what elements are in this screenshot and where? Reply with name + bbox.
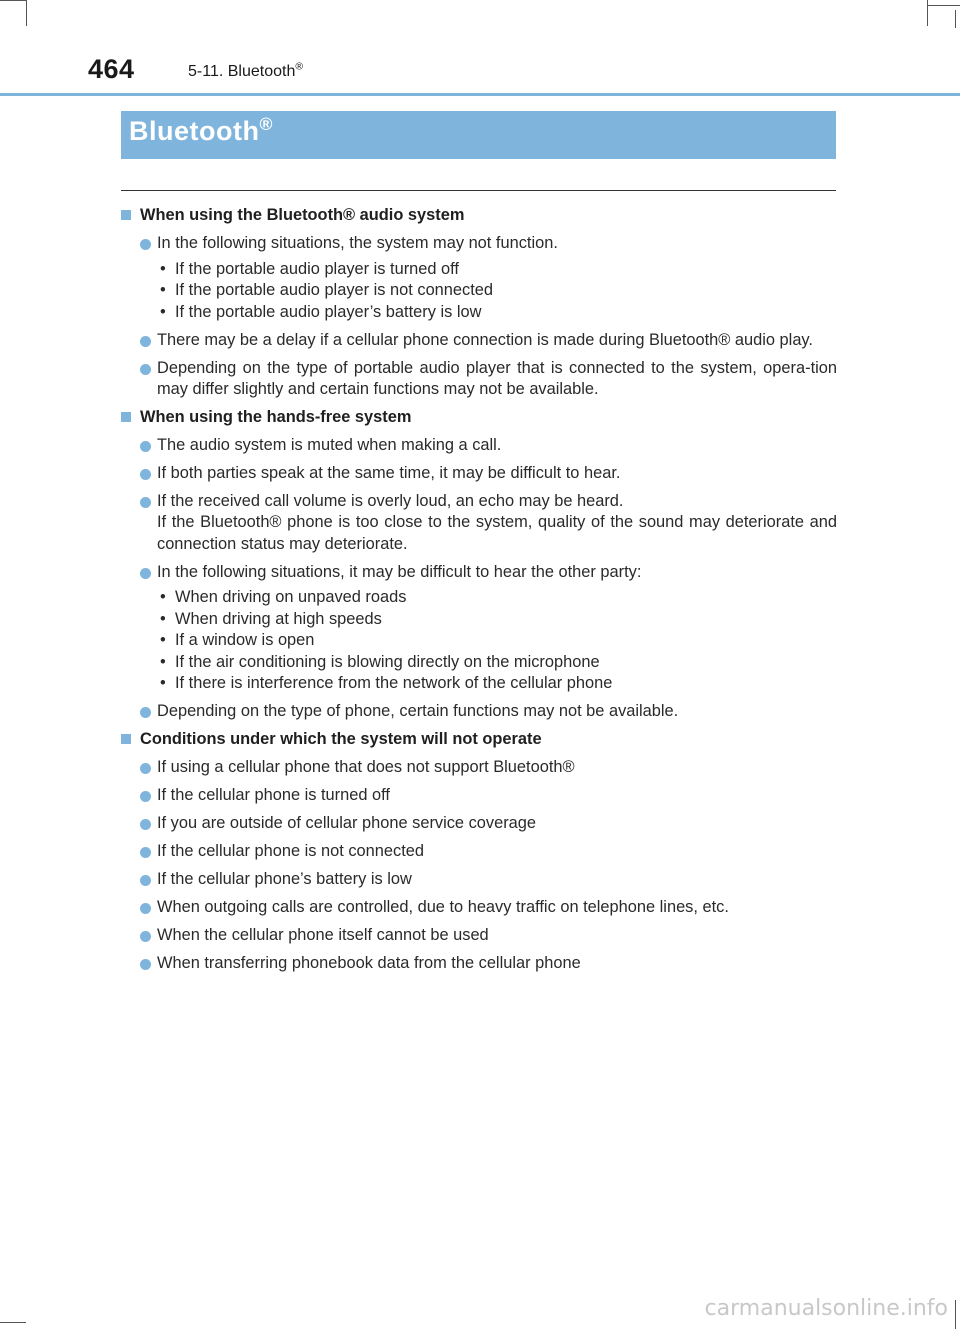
sub-list-item <box>157 259 837 281</box>
registered-mark: ® <box>259 114 273 134</box>
square-bullet-icon <box>121 734 131 744</box>
small-bullet-icon: • <box>160 259 166 278</box>
section-title <box>129 116 273 147</box>
small-bullet-icon: • <box>160 631 166 649</box>
page-header <box>0 0 960 98</box>
crop-mark <box>955 1300 956 1329</box>
circle-bullet-icon <box>140 239 151 250</box>
square-bullet-icon <box>121 210 131 220</box>
section-title-label: Bluetooth <box>129 116 260 146</box>
bullet-text: In the following situations, it may be difficult to hear the other party: <box>157 562 642 581</box>
bullet-text: Depending on the type of phone, certain functions may not be available. <box>157 702 679 720</box>
bullet-item <box>121 562 837 584</box>
sub-list-item <box>157 609 837 631</box>
circle-bullet-icon <box>140 847 151 858</box>
bullet-item <box>121 785 837 807</box>
circle-bullet-icon <box>140 364 151 375</box>
bullet-item <box>121 869 837 891</box>
circle-bullet-icon <box>140 707 151 718</box>
bullet-text: There may be a delay if a cellular phone connection is made during Bluetooth® audio play. <box>157 330 813 349</box>
bullet-text: If the cellular phone is not connected <box>157 841 424 860</box>
content-divider <box>121 190 836 191</box>
circle-bullet-icon <box>140 763 151 774</box>
circle-bullet-icon <box>140 903 151 914</box>
bullet-item <box>121 463 837 485</box>
sub-list-text: If there is interference from the network of the cellular phone <box>175 674 613 692</box>
crop-mark <box>0 1322 26 1323</box>
section-heading-text: When using the Bluetooth® audio system <box>140 206 465 224</box>
watermark: carmanualsonline.info <box>704 1296 948 1321</box>
bullet-item <box>121 233 837 255</box>
circle-bullet-icon <box>140 497 151 508</box>
bullet-text-continued: If the Bluetooth® phone is too close to the system, quality of the sound may deteriorate and connection status may deteriorate. <box>157 513 837 553</box>
section-heading-text: Conditions under which the system will not operate <box>140 729 542 748</box>
bullet-text: If the cellular phone’s battery is low <box>157 869 412 888</box>
bullet-text: If the received call volume is overly loud, an echo may be heard. <box>157 491 624 510</box>
bullet-text: If using a cellular phone that does not support Bluetooth® <box>157 757 575 776</box>
bullet-text: When the cellular phone itself cannot be used <box>157 925 489 944</box>
sub-list-text: If a window is open <box>175 631 315 649</box>
bullet-text: When transferring phonebook data from the cellular phone <box>157 953 581 972</box>
bullet-item <box>121 330 837 352</box>
circle-bullet-icon <box>140 469 151 480</box>
circle-bullet-icon <box>140 791 151 802</box>
bullet-item <box>121 897 837 919</box>
sub-list-text: When driving at high speeds <box>175 609 382 628</box>
bullet-item <box>121 491 837 556</box>
bullet-text: In the following situations, the system may not function. <box>157 234 558 252</box>
sub-list-item <box>157 587 837 609</box>
circle-bullet-icon <box>140 931 151 942</box>
chapter-title <box>188 63 303 81</box>
square-bullet-icon <box>121 412 131 422</box>
sub-list-text: If the portable audio player is turned off <box>175 259 459 278</box>
sub-list <box>121 587 837 695</box>
sub-list-text: If the portable audio player is not connected <box>175 281 494 299</box>
bullet-text: The audio system is muted when making a call. <box>157 435 502 454</box>
sub-list <box>121 259 837 324</box>
circle-bullet-icon <box>140 568 151 579</box>
registered-mark: ® <box>295 61 303 73</box>
page-number: 464 <box>88 54 135 84</box>
section-heading <box>121 407 837 429</box>
bullet-item <box>121 435 837 457</box>
bullet-item <box>121 841 837 863</box>
small-bullet-icon: • <box>160 652 166 671</box>
sub-list-item <box>157 302 837 324</box>
sub-list-item <box>157 673 837 695</box>
chapter-label: 5-11. Bluetooth <box>188 63 296 80</box>
content-body <box>121 200 837 974</box>
section-heading-text: When using the hands-free system <box>140 407 412 426</box>
bullet-item <box>121 358 837 401</box>
bullet-item <box>121 925 837 947</box>
sub-list-item <box>157 652 837 674</box>
bullet-text: When outgoing calls are controlled, due to heavy traffic on telephone lines, etc. <box>157 897 729 916</box>
small-bullet-icon: • <box>160 609 166 628</box>
bullet-text: If both parties speak at the same time, it may be difficult to hear. <box>157 463 621 482</box>
bullet-text: If the cellular phone is turned off <box>157 785 390 804</box>
section-title-band <box>121 111 836 159</box>
section-heading <box>121 729 837 751</box>
small-bullet-icon: • <box>160 674 166 692</box>
sub-list-item <box>157 280 837 302</box>
circle-bullet-icon <box>140 441 151 452</box>
sub-list-item <box>157 630 837 652</box>
header-rule <box>0 93 960 96</box>
bullet-text: If you are outside of cellular phone service coverage <box>157 813 537 832</box>
bullet-text: Depending on the type of portable audio player that is connected to the system, opera-tion may differ slightly and certain functions may not be available. <box>157 358 837 398</box>
bullet-item <box>121 701 837 723</box>
bullet-item <box>121 953 837 975</box>
sub-list-text: When driving on unpaved roads <box>175 588 407 606</box>
small-bullet-icon: • <box>160 302 166 321</box>
circle-bullet-icon <box>140 336 151 347</box>
circle-bullet-icon <box>140 959 151 970</box>
bullet-item <box>121 757 837 779</box>
section-heading <box>121 205 837 227</box>
sub-list-text: If the air conditioning is blowing directly on the microphone <box>175 652 600 671</box>
small-bullet-icon: • <box>160 588 166 606</box>
circle-bullet-icon <box>140 875 151 886</box>
small-bullet-icon: • <box>160 281 166 299</box>
sub-list-text: If the portable audio player’s battery is low <box>175 302 482 321</box>
circle-bullet-icon <box>140 819 151 830</box>
bullet-item <box>121 813 837 835</box>
